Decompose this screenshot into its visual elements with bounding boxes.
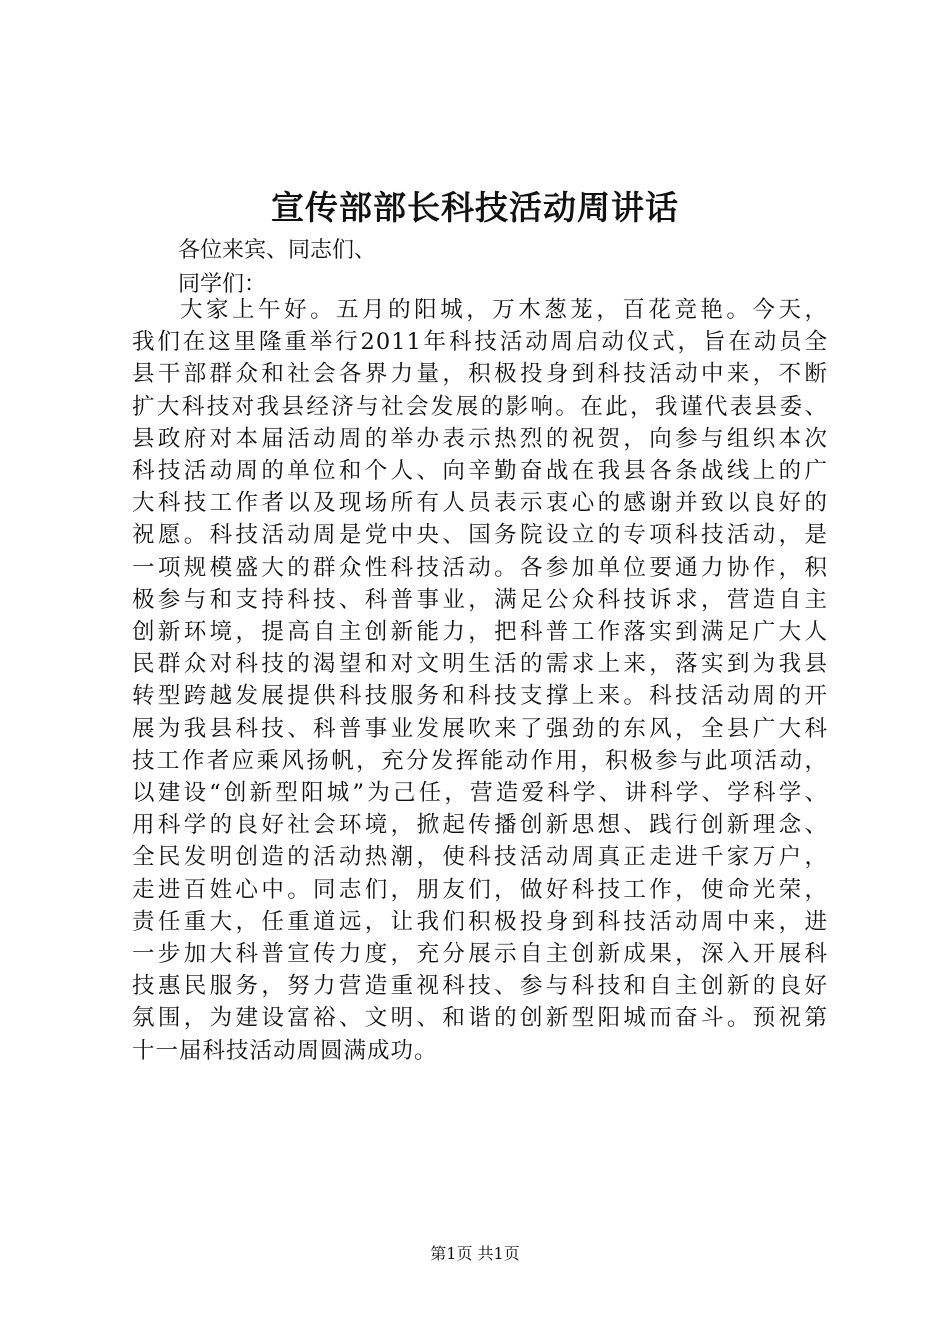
speech-line: 大科技工作者以及现场所有人员表示衷心的感谢并致以良好的: [132, 490, 828, 517]
speech-line: 走进百姓心中。同志们，朋友们，做好科技工作，使命光荣，: [132, 876, 828, 903]
speech-line: 我们在这里隆重举行2011年科技活动周启动仪式，旨在动员全: [132, 329, 828, 356]
speech-line: 展为我县科技、科普事业发展吹来了强劲的东风，全县广大科: [132, 715, 828, 742]
page-number-footer: 第1页 共1页: [430, 1244, 520, 1263]
speech-line: 一步加大科普宣传力度，充分展示自主创新成果，深入开展科: [132, 941, 828, 968]
speech-line: 氛围，为建设富裕、文明、和谐的创新型阳城而奋斗。预祝第: [132, 1005, 828, 1032]
document-title: 宣传部部长科技活动周讲话: [271, 188, 679, 227]
speech-line: 县政府对本届活动周的举办表示热烈的祝贺，向参与组织本次: [132, 425, 828, 452]
speech-line: 全民发明创造的活动热潮，使科技活动周真正走进千家万户，: [132, 844, 828, 871]
speech-line: 扩大科技对我县经济与社会发展的影响。在此，我谨代表县委、: [132, 393, 828, 420]
speech-line: 祝愿。科技活动周是党中央、国务院设立的专项科技活动，是: [132, 522, 828, 549]
speech-line: 民群众对科技的渴望和对文明生活的需求上来，落实到为我县: [132, 651, 828, 678]
speech-line: 技惠民服务，努力营造重视科技、参与科技和自主创新的良好: [132, 973, 828, 1000]
speech-line: 极参与和支持科技、科普事业，满足公众科技诉求，营造自主: [132, 586, 828, 613]
speech-line: 用科学的良好社会环境，掀起传播创新思想、践行创新理念、: [132, 812, 828, 839]
speech-line: 科技活动周的单位和个人、向辛勤奋战在我县各条战线上的广: [132, 458, 828, 485]
salutation-line-2: 同学们：: [178, 272, 267, 297]
speech-line: 创新环境，提高自主创新能力，把科普工作落实到满足广大人: [132, 619, 828, 646]
salutation-line-1: 各位来宾、同志们、: [178, 238, 377, 263]
speech-line: 转型跨越发展提供科技服务和科技支撑上来。科技活动周的开: [132, 683, 828, 710]
speech-line: 大家上午好。五月的阳城，万木葱茏，百花竞艳。今天，: [180, 297, 828, 323]
speech-body: [132, 294, 828, 1067]
speech-line: 以建设“创新型阳城”为己任，营造爱科学、讲科学、学科学、: [132, 780, 828, 807]
speech-line: 责任重大，任重道远，让我们积极投身到科技活动周中来，进: [132, 908, 828, 935]
speech-line: 县干部群众和社会各界力量，积极投身到科技活动中来，不断: [132, 361, 828, 388]
speech-line: 技工作者应乘风扬帆，充分发挥能动作用，积极参与此项活动，: [132, 747, 828, 774]
speech-line: 一项规模盛大的群众性科技活动。各参加单位要通力协作，积: [132, 554, 828, 581]
speech-line: 十一届科技活动周圆满成功。: [132, 1037, 438, 1064]
